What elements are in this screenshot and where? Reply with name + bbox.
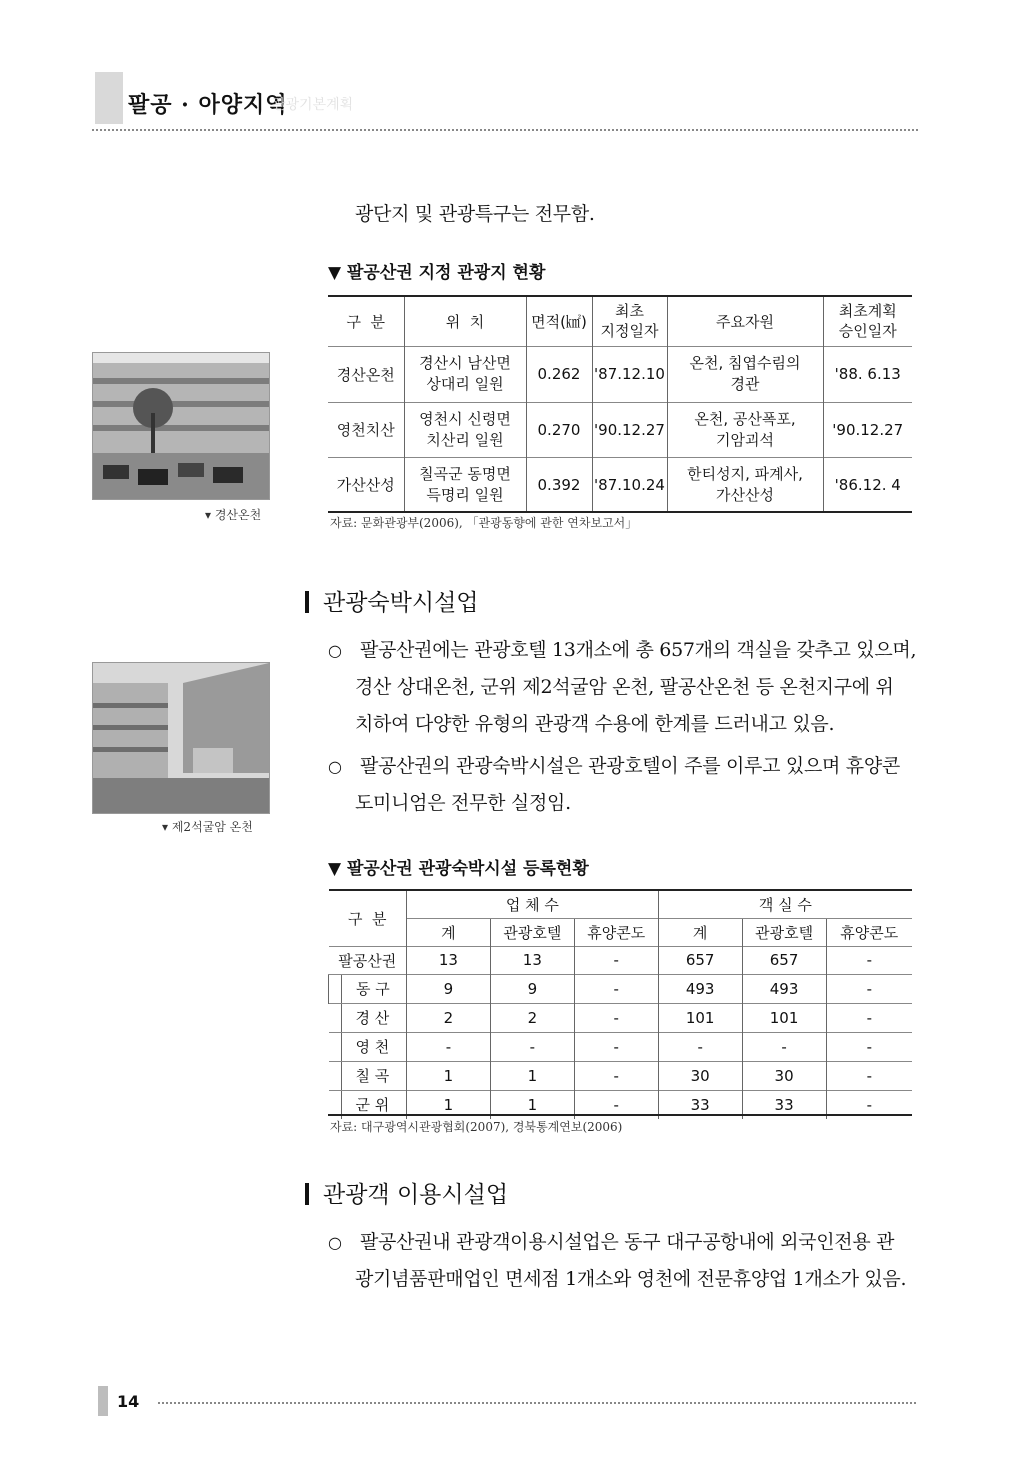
table-cell: 0.392 bbox=[526, 457, 592, 512]
table1-header-cell: 면적(㎢) bbox=[526, 296, 592, 346]
table2-subheader-cell: 계 bbox=[406, 918, 490, 946]
bullet-symbol: ○ bbox=[328, 1233, 342, 1252]
table-cell: - bbox=[574, 1003, 658, 1032]
table1-header-row bbox=[328, 296, 912, 346]
table2-subheader-cell: 휴양콘도 bbox=[826, 918, 912, 946]
table-cell: - bbox=[826, 1090, 912, 1119]
table-cell-indented: 경 산 bbox=[341, 1004, 390, 1032]
tourist-site-table bbox=[328, 295, 912, 512]
table-cell: - bbox=[742, 1032, 826, 1061]
lodging-registration-table bbox=[328, 889, 912, 1119]
table2-bottom-rule bbox=[328, 1114, 912, 1116]
photo2-caption: ▾ 제2석굴암 온천 bbox=[162, 820, 253, 834]
section-title: 관광객 이용시설업 bbox=[323, 1182, 509, 1208]
table-cell: '87.12.10 bbox=[592, 346, 667, 402]
table1-caption: ▼ 팔공산권 지정 관광지 현황 bbox=[328, 263, 546, 283]
text-line: 경산 상대온천, 군위 제2석굴암 온천, 팔공산온천 등 온천지구에 위 bbox=[355, 676, 894, 698]
table-row bbox=[329, 1061, 913, 1090]
table-cell: 2 bbox=[490, 1003, 574, 1032]
photo-seokguram-spa bbox=[92, 662, 270, 814]
table1-source: 자료: 문화관광부(2006), 「관광동향에 관한 연차보고서」 bbox=[330, 516, 638, 530]
section-heading-visitor-facilities bbox=[305, 1176, 508, 1209]
header-title: 팔공 · 아양지역 bbox=[128, 92, 288, 118]
table-cell: 온천, 공산폭포, 기암괴석 bbox=[667, 402, 823, 457]
photo1-caption: ▾ 경산온천 bbox=[205, 508, 262, 522]
photo-gyeongsan-spa bbox=[92, 352, 270, 500]
section1-bullet-2 bbox=[328, 748, 918, 822]
header-dotted-rule bbox=[92, 129, 918, 131]
table1-header-cell: 구 분 bbox=[328, 296, 404, 346]
table-cell: - bbox=[406, 1032, 490, 1061]
text-line: 치하여 다양한 유형의 관광객 수용에 한계를 드러내고 있음. bbox=[355, 713, 835, 735]
table-cell: '88. 6.13 bbox=[823, 346, 912, 402]
table-cell: 1 bbox=[406, 1061, 490, 1090]
table1-header-cell: 최초 지정일자 bbox=[592, 296, 667, 346]
table-cell bbox=[329, 1061, 407, 1090]
page-number: 14 bbox=[117, 1392, 140, 1411]
table-cell: 9 bbox=[406, 974, 490, 1003]
table-cell: 101 bbox=[658, 1003, 742, 1032]
table-row bbox=[329, 1003, 913, 1032]
table-cell: - bbox=[574, 1061, 658, 1090]
section2-bullet bbox=[328, 1224, 918, 1298]
table-cell: '86.12. 4 bbox=[823, 457, 912, 512]
table1-bottom-rule bbox=[328, 511, 912, 513]
table-cell: 13 bbox=[490, 946, 574, 974]
table-cell: 101 bbox=[742, 1003, 826, 1032]
photo-illustration bbox=[93, 353, 269, 499]
section-bar bbox=[305, 591, 309, 613]
table-cell: - bbox=[826, 974, 912, 1003]
table-cell bbox=[329, 974, 407, 1003]
table2-header-cell: 구 분 bbox=[329, 890, 407, 946]
table-cell: 493 bbox=[742, 974, 826, 1003]
text-line: 팔공산권에는 관광호텔 13개소에 총 657개의 객실을 갖추고 있으며, bbox=[360, 639, 917, 661]
table-cell: - bbox=[658, 1032, 742, 1061]
table-cell-indented: 동 구 bbox=[341, 975, 390, 1003]
table2-subheader-cell: 관광호텔 bbox=[490, 918, 574, 946]
bullet-line bbox=[328, 632, 918, 669]
table-cell: 가산산성 bbox=[328, 457, 404, 512]
table1-header-cell: 주요자원 bbox=[667, 296, 823, 346]
table-cell: 657 bbox=[742, 946, 826, 974]
photo-illustration bbox=[93, 663, 269, 813]
table2-group-header: 업 체 수 bbox=[406, 890, 658, 918]
photo2-caption-text: 제2석굴암 온천 bbox=[171, 820, 253, 834]
table-cell: 0.270 bbox=[526, 402, 592, 457]
table-cell: - bbox=[574, 974, 658, 1003]
table-cell: - bbox=[826, 946, 912, 974]
table-cell: 팔공산권 bbox=[329, 946, 407, 974]
text-line: 광기념품판매업인 면세점 1개소와 영천에 전문휴양업 1개소가 있음. bbox=[355, 1268, 907, 1290]
section-heading-lodging bbox=[305, 584, 479, 617]
table-cell: '87.10.24 bbox=[592, 457, 667, 512]
table-cell: 0.262 bbox=[526, 346, 592, 402]
table-cell-indented: 군 위 bbox=[341, 1091, 390, 1119]
table-cell: - bbox=[574, 1032, 658, 1061]
table-cell: 온천, 침엽수림의 경관 bbox=[667, 346, 823, 402]
page-number-marker bbox=[98, 1386, 108, 1416]
table-cell-indented: 영 천 bbox=[341, 1033, 390, 1061]
bullet-line bbox=[328, 748, 918, 785]
table-row bbox=[329, 974, 913, 1003]
table-cell: 경산온천 bbox=[328, 346, 404, 402]
table-cell: - bbox=[490, 1032, 574, 1061]
table-cell: 1 bbox=[406, 1090, 490, 1119]
table-cell: 한티성지, 파계사, 가산산성 bbox=[667, 457, 823, 512]
table-cell: 13 bbox=[406, 946, 490, 974]
table-row bbox=[328, 457, 912, 512]
table2-group-header-row bbox=[329, 890, 913, 918]
table-cell bbox=[329, 1032, 407, 1061]
table-cell bbox=[329, 1003, 407, 1032]
header-accent-block bbox=[95, 72, 123, 124]
table-row bbox=[328, 346, 912, 402]
section-title: 관광숙박시설업 bbox=[323, 590, 479, 616]
table-cell: 1 bbox=[490, 1061, 574, 1090]
table1-header-cell: 최초계획 승인일자 bbox=[823, 296, 912, 346]
footer-dotted-rule bbox=[158, 1402, 916, 1404]
table-cell: 30 bbox=[658, 1061, 742, 1090]
table-cell: 1 bbox=[490, 1090, 574, 1119]
table-cell: - bbox=[574, 946, 658, 974]
table-cell: 2 bbox=[406, 1003, 490, 1032]
table-cell: 칠곡군 동명면 득명리 일원 bbox=[404, 457, 526, 512]
table-cell: 30 bbox=[742, 1061, 826, 1090]
table-cell: '90.12.27 bbox=[592, 402, 667, 457]
table-cell: 33 bbox=[742, 1090, 826, 1119]
table-row bbox=[329, 1032, 913, 1061]
bullet-symbol: ○ bbox=[328, 757, 342, 776]
table2-subheader-cell: 계 bbox=[658, 918, 742, 946]
header-ghost-text: 관광기본계획 bbox=[272, 97, 354, 113]
text-line: 팔공산권내 관광객이용시설업은 동구 대구공항내에 외국인전용 관 bbox=[360, 1231, 895, 1253]
table-cell: - bbox=[826, 1061, 912, 1090]
table-cell: '90.12.27 bbox=[823, 402, 912, 457]
table2-subheader-row bbox=[329, 918, 913, 946]
table-cell: 영천시 신령면 치산리 일원 bbox=[404, 402, 526, 457]
text-line: 팔공산권의 관광숙박시설은 관광호텔이 주를 이루고 있으며 휴양콘 bbox=[360, 755, 900, 777]
table-cell: - bbox=[826, 1003, 912, 1032]
table2-source: 자료: 대구광역시관광협회(2007), 경북통계연보(2006) bbox=[330, 1120, 623, 1134]
table2-subheader-cell: 휴양콘도 bbox=[574, 918, 658, 946]
section1-bullet-1 bbox=[328, 632, 918, 743]
photo1-caption-text: 경산온천 bbox=[214, 508, 262, 522]
bullet-line bbox=[328, 1224, 918, 1261]
bullet-symbol: ○ bbox=[328, 641, 342, 660]
table-cell: 9 bbox=[490, 974, 574, 1003]
table2-group-header: 객 실 수 bbox=[658, 890, 912, 918]
intro-text: 광단지 및 관광특구는 전무함. bbox=[355, 203, 595, 225]
table-cell: 경산시 남산면 상대리 일원 bbox=[404, 346, 526, 402]
table1-header-cell: 위 치 bbox=[404, 296, 526, 346]
table2-subheader-cell: 관광호텔 bbox=[742, 918, 826, 946]
table-cell: 영천치산 bbox=[328, 402, 404, 457]
table2-caption: ▼ 팔공산권 관광숙박시설 등록현황 bbox=[328, 859, 589, 879]
table-cell: - bbox=[826, 1032, 912, 1061]
table-cell: 33 bbox=[658, 1090, 742, 1119]
table-cell: 657 bbox=[658, 946, 742, 974]
section-bar bbox=[305, 1183, 309, 1205]
table-row bbox=[329, 946, 913, 974]
table-cell-indented: 칠 곡 bbox=[341, 1062, 390, 1090]
table-row bbox=[328, 402, 912, 457]
text-line: 도미니엄은 전무한 실정임. bbox=[355, 792, 571, 814]
table-cell: 493 bbox=[658, 974, 742, 1003]
table-cell: - bbox=[574, 1090, 658, 1119]
